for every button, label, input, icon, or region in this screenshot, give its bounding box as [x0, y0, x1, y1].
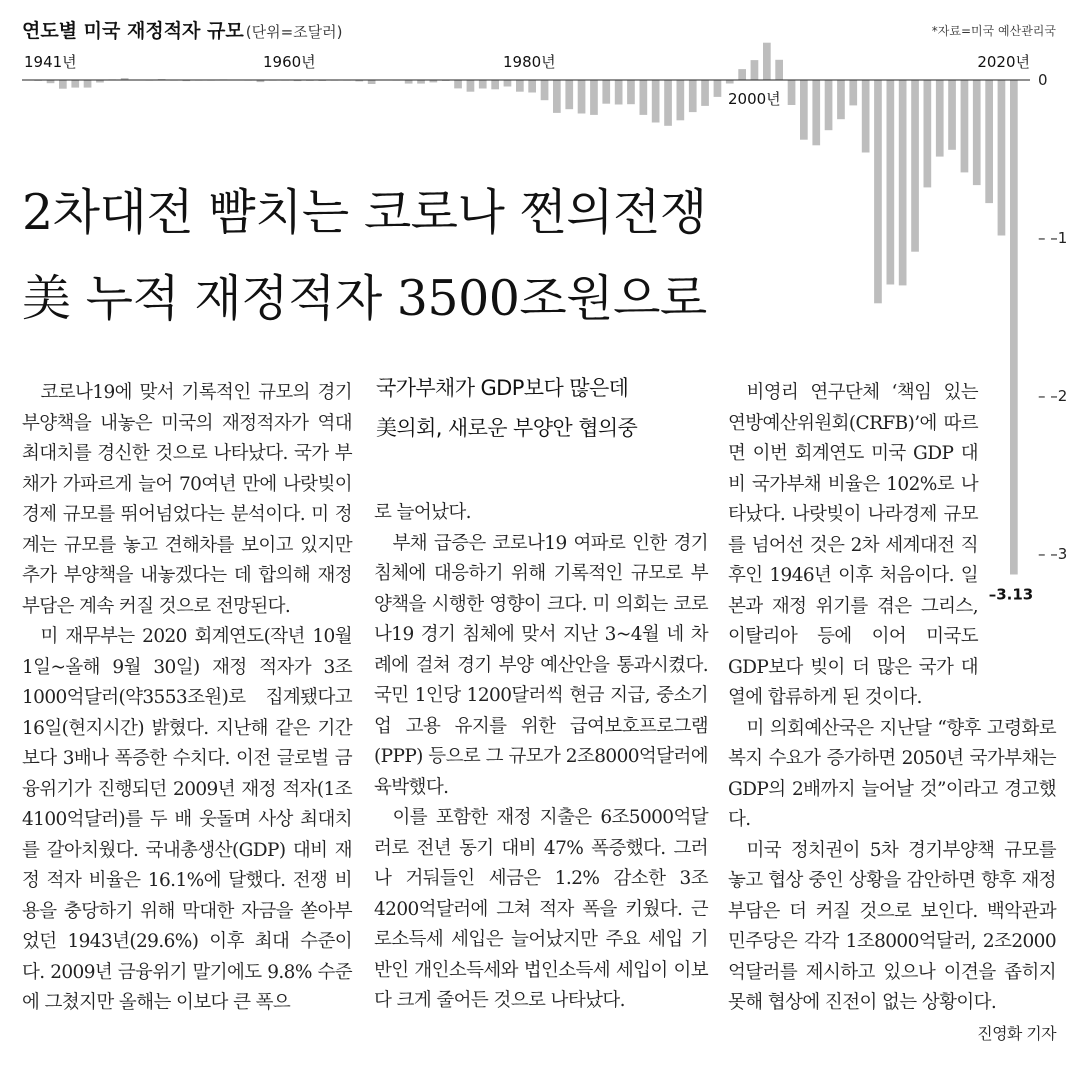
bar-2003	[800, 80, 808, 140]
bar-2019	[998, 80, 1006, 236]
chart-source: *자료=미국 예산관리국	[931, 24, 1056, 38]
article-column-2	[374, 498, 708, 1017]
bar-1988	[615, 80, 623, 105]
bar-2018	[985, 80, 993, 203]
bar-2015	[948, 80, 956, 150]
chart-unit: (단위=조달러)	[245, 23, 343, 41]
y-tick-label: 0	[1038, 71, 1048, 89]
x-tick-label: 1960년	[263, 53, 316, 71]
bar-2017	[973, 80, 981, 185]
bar-1976	[467, 80, 475, 92]
bar-1982	[541, 80, 549, 100]
bar-1991	[652, 80, 660, 123]
bar-1980	[516, 80, 524, 92]
headline	[22, 170, 707, 342]
paragraph: 비영리 연구단체 ‘책임 있는 연방예산위원회(CRFB)’에 따르면 이번 회계연도 미국 GDP 대비 국가부채 비율은 102%로 나타났다. 나랏빚이 나라경제 규모를 넘어선 것은 2차 세계대전 직후인 1946년 이후 처음이다. 일본과 재정 위기를 겪은 그리스, 이탈리아 등에 이어 미국도 GDP보다 빚이 더 많은 국가 대열에 합류하게 된 것이다.	[728, 382, 978, 708]
bar-2010	[887, 80, 895, 285]
bar-1972	[417, 80, 425, 84]
subheadline-line-1: 국가부채가 GDP보다 많은데	[376, 376, 629, 400]
bar-1995	[701, 80, 709, 106]
bar-1989	[627, 80, 635, 104]
bar-1992	[664, 80, 672, 126]
bar-1997	[726, 80, 734, 84]
paragraph-text: 미국 정치권이 5차 경기부양책 규모를 놓고 협상 중인 상황을 감안하면 향후 재정 부담은 더 커질 것으로 보인다. 백악관과 민주당은 각각 1조8000억달러, 2조2000억달러를 제시하고 있으나 이견을 좁히지 못해 협상에 진전이 없는 상황이다.	[728, 839, 1056, 1013]
bar-1971	[405, 80, 413, 84]
paragraph: 미 재무부는 2020 회계연도(작년 10월 1일~올해 9월 30일) 재정 적자가 3조1000억달러(약3553조원)로 집계됐다고 16일(현지시간) 밝혔다. 지난해 같은 기간보다 3배나 폭증한 수치다. 이전 글로벌 금융위기가 진행되던 2009년 재정 적자(1조4100억달러)를 두 배 웃돌며 사상 최대치를 갈아치웠다. 국내총생산(GDP) 대비 재정 적자 비율은 16.1%에 달했다. 전쟁 비용을 충당하기 위해 막대한 자금을 쏟아부었던 1943년(29.6%) 이후 최대 수준이다. 2009년 금융위기 말기에도 9.8% 수준에 그쳤지만 올해는 이보다 큰 폭으	[22, 626, 352, 1013]
paragraph: 코로나19에 맞서 기록적인 규모의 경기부양책을 내놓은 미국의 재정적자가 역대 최대치를 경신한 것으로 나타났다. 국가 부채가 가파르게 늘어 70여년 만에 나랏빚이 경제 규모를 뛰어넘었다는 분석이다. 미 정계는 규모를 놓고 견해차를 보이고 있지만 추가 부양책을 내놓겠다는 데 합의해 재정 부담은 계속 커질 것으로 전망된다.	[22, 382, 352, 617]
byline: 진영화 기자	[977, 1023, 1056, 1043]
bar-1999	[751, 60, 759, 80]
bar-1979	[504, 80, 512, 87]
bar-1945	[84, 80, 92, 88]
bar-1978	[491, 80, 499, 89]
bar-2000	[763, 43, 771, 80]
bar-1943	[59, 80, 67, 89]
bar-2005	[825, 80, 833, 130]
bar-2001	[775, 60, 783, 80]
bar-1968	[368, 80, 376, 84]
headline-line-2: 美 누적 재정적자 3500조원으로	[22, 270, 707, 327]
x-tick-label: 1980년	[503, 53, 556, 71]
bar-2007	[849, 80, 857, 105]
subheadline-line-2: 美의회, 새로운 부양안 협의중	[376, 416, 638, 440]
bar-1983	[553, 80, 561, 113]
bar-1993	[677, 80, 685, 120]
bar-2016	[961, 80, 969, 172]
bar-1981	[528, 80, 536, 93]
bar-1944	[71, 80, 79, 88]
headline-line-1: 2차대전 뺨치는 코로나 쩐의전쟁	[22, 184, 707, 241]
bar-1975	[454, 80, 462, 88]
paragraph: 부채 급증은 코로나19 여파로 인한 경기 침체에 대응하기 위해 기록적인 규모로 부양책을 시행한 영향이 크다. 미 의회는 코로나19 경기 침체에 맞서 지난 3~4월 네 차례에 걸쳐 경기 부양 예산안을 통과시켰다. 국민 1인당 1200달러씩 현금 지급, 중소기업 고용 유지를 위한 급여보호프로그램(PPP) 등으로 그 규모가 2조8000억달러에 육박했다.	[374, 532, 708, 798]
article-column-1	[22, 378, 352, 1019]
x-tick-label: 2020년	[977, 53, 1030, 71]
bar-2002	[788, 80, 796, 105]
paragraph: 로 늘어났다.	[374, 502, 471, 523]
bar-2011	[899, 80, 907, 285]
paragraph: 이를 포함한 재정 지출은 6조5000억달러로 전년 동기 대비 47% 폭증했다. 그러나 거둬들인 세금은 1.2% 감소한 3조4200억달러에 그쳐 적자 폭을 키웠다. 근로소득세 세입은 늘어났지만 주요 세입 기반인 개인소득세와 법인소득세 세입이 이보다 크게 줄어든 것으로 나타났다.	[374, 807, 708, 1011]
paragraph: 미 의회예산국은 지난달 “향후 고령화로 복지 수요가 증가하면 2050년 국가부채는 GDP의 2배까지 늘어날 것”이라고 경고했다.	[728, 717, 1056, 830]
data-label-2020: –3.13	[988, 585, 1034, 604]
y-tick-label: – –2	[1038, 387, 1068, 405]
x-tick-label: 1941년	[24, 53, 77, 71]
bar-2008	[862, 80, 870, 153]
bar-1998	[738, 69, 746, 80]
chart-header	[22, 16, 1056, 46]
bar-1986	[590, 80, 598, 115]
x-tick-label: 2000년	[728, 90, 781, 108]
bar-2012	[911, 80, 919, 252]
y-tick-label: – –3	[1038, 545, 1068, 563]
article-column-3	[728, 378, 1056, 1049]
bar-1985	[578, 80, 586, 114]
bar-1994	[689, 80, 697, 112]
y-tick-label: – –1	[1038, 229, 1068, 247]
chart-title-text: 연도별 미국 재정적자 규모	[22, 20, 244, 42]
chart-title	[22, 16, 342, 43]
bar-2013	[924, 80, 932, 187]
bar-2014	[936, 80, 944, 157]
bar-2006	[837, 80, 845, 119]
bar-2009	[874, 80, 882, 303]
bar-1977	[479, 80, 487, 89]
bar-1990	[640, 80, 648, 115]
bar-1984	[565, 80, 573, 109]
bar-2004	[812, 80, 820, 145]
bar-1987	[602, 80, 610, 104]
paragraph	[728, 836, 1056, 1043]
subheadline	[376, 368, 706, 448]
bar-1996	[714, 80, 722, 97]
